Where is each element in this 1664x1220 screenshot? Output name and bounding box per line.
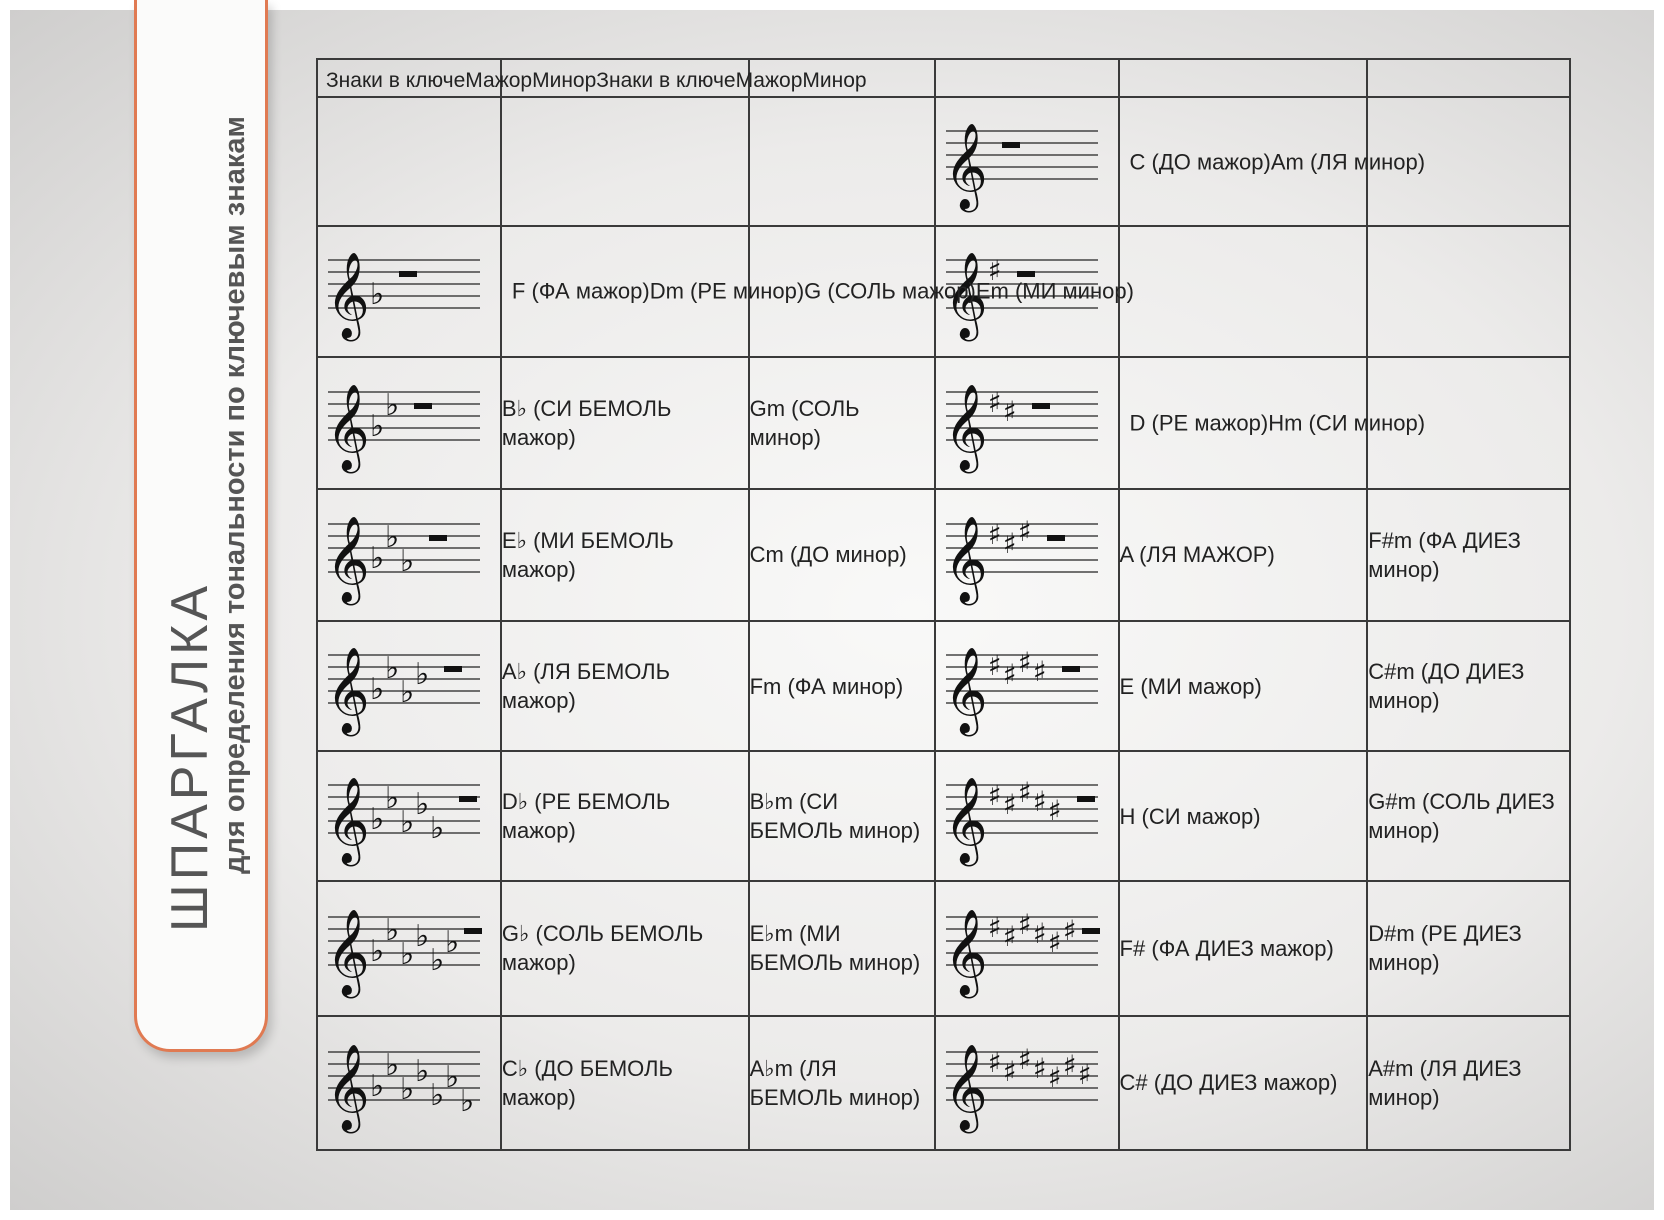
- flat-minor: B♭m (СИ БЕМОЛЬ минор): [749, 751, 935, 881]
- sharp-icon: ♯: [1002, 788, 1017, 822]
- table-row: [317, 489, 1570, 621]
- flat-minor: E♭m (МИ БЕМОЛЬ минор): [749, 881, 935, 1015]
- sharp-icon: ♯: [987, 779, 1002, 813]
- sharp-icon: ♯: [1017, 776, 1032, 810]
- flat-minor: A♭m (ЛЯ БЕМОЛЬ минор): [749, 1016, 935, 1150]
- sharp-keys-line: C (ДО мажор)Am (ЛЯ минор): [1129, 149, 1426, 175]
- staff-2-flats: [324, 370, 484, 476]
- flat-icon: ♭: [460, 1083, 475, 1119]
- sharp-icon: ♯: [1032, 917, 1047, 951]
- side-title-panel: [134, 0, 268, 1052]
- key-signature-table: [316, 58, 1571, 1151]
- rest-icon: [429, 535, 447, 541]
- sharp-staff-cell: [935, 97, 1119, 226]
- treble-clef-icon: 𝄞: [943, 515, 988, 602]
- flat-major: E♭ (МИ БЕМОЛЬ мажор): [501, 489, 749, 621]
- rest-icon: [399, 271, 417, 277]
- flat-icon: ♭: [415, 1053, 430, 1089]
- sharp-icon: ♯: [1017, 908, 1032, 942]
- table-row: [317, 751, 1570, 881]
- sharp-icon: ♯: [1047, 1060, 1062, 1094]
- sharp-major: E (МИ мажор): [1119, 621, 1368, 751]
- sharp-major: F# (ФА ДИЕЗ мажор): [1119, 881, 1368, 1015]
- flat-icon: ♭: [370, 277, 385, 313]
- rest-icon: [464, 928, 482, 934]
- treble-clef-icon: 𝄞: [326, 252, 370, 339]
- flat-icon: ♭: [370, 540, 385, 576]
- sharp-icon: ♯: [1047, 794, 1062, 828]
- staff-4-flats: [324, 633, 484, 739]
- table-row: [317, 357, 1570, 489]
- treble-clef-icon: 𝄞: [326, 647, 370, 734]
- flat-icon: ♭: [400, 937, 415, 973]
- header-text: Знаки в ключеМажорМинорЗнаки в ключеМажорМинор: [326, 69, 867, 92]
- table-row: [317, 226, 1570, 356]
- flat-minor: Fm (ФА минор): [749, 621, 935, 751]
- table-row: [317, 881, 1570, 1015]
- flat-major: D♭ (РЕ БЕМОЛЬ мажор): [501, 751, 749, 881]
- staff-6-flats: [324, 895, 484, 1001]
- treble-clef-icon: 𝄞: [943, 647, 988, 734]
- sharp-icon: ♯: [1002, 394, 1017, 428]
- flat-major: C♭ (ДО БЕМОЛЬ мажор): [501, 1016, 749, 1150]
- treble-clef-icon: 𝄞: [943, 909, 988, 996]
- staff-7-flats: [324, 1030, 484, 1136]
- table-row: [317, 621, 1570, 751]
- flat-staff-cell: [317, 226, 501, 356]
- flat-icon: ♭: [370, 408, 385, 444]
- side-title-text: [161, 116, 252, 932]
- sharp-minor: G#m (СОЛЬ ДИЕЗ минор): [1367, 751, 1570, 881]
- flat-icon: ♭: [385, 387, 400, 423]
- treble-clef-icon: 𝄞: [326, 1043, 370, 1130]
- rest-icon: [1032, 403, 1050, 409]
- flat-icon: ♭: [400, 543, 415, 579]
- flat-icon: ♭: [445, 925, 460, 961]
- staff-0-sharps: [942, 109, 1102, 215]
- treble-clef-icon: 𝄞: [326, 909, 370, 996]
- sharp-icon: ♯: [1002, 658, 1017, 692]
- sharp-minor: A#m (ЛЯ ДИЕЗ минор): [1367, 1016, 1570, 1150]
- sharp-minor: C#m (ДО ДИЕЗ минор): [1367, 621, 1570, 751]
- staff-3-flats: [324, 502, 484, 608]
- sharp-icon: ♯: [1077, 1057, 1092, 1091]
- flat-icon: ♭: [415, 657, 430, 693]
- staff-4-sharps: [942, 633, 1102, 739]
- header-cell: [317, 59, 867, 97]
- treble-clef-icon: 𝄞: [943, 383, 988, 470]
- sharp-icon: ♯: [1017, 514, 1032, 548]
- table-row: [317, 1016, 1570, 1150]
- flat-minor: Cm (ДО минор): [749, 489, 935, 621]
- treble-clef-icon: 𝄞: [943, 122, 988, 209]
- sharp-major: A (ЛЯ МАЖОР): [1119, 489, 1368, 621]
- sharp-icon: ♯: [1062, 914, 1077, 948]
- flat-icon: ♭: [370, 802, 385, 838]
- flat-icon: ♭: [430, 811, 445, 847]
- sharp-icon: ♯: [987, 911, 1002, 945]
- sharp-icon: ♯: [987, 254, 1002, 288]
- staff-3-sharps: [942, 502, 1102, 608]
- staff-5-flats: [324, 763, 484, 869]
- flat-icon: ♭: [400, 805, 415, 841]
- sharp-icon: ♯: [987, 1045, 1002, 1079]
- sharp-icon: ♯: [1032, 655, 1047, 689]
- sharp-icon: ♯: [987, 649, 1002, 683]
- sharp-icon: ♯: [1002, 1054, 1017, 1088]
- treble-clef-icon: 𝄞: [943, 1043, 988, 1130]
- sharp-icon: ♯: [987, 385, 1002, 419]
- treble-clef-icon: 𝄞: [326, 383, 370, 470]
- sharp-icon: ♯: [1002, 920, 1017, 954]
- flat-icon: ♭: [385, 519, 400, 555]
- sharp-icon: ♯: [1017, 646, 1032, 680]
- sharp-major: H (СИ мажор): [1119, 751, 1368, 881]
- flat-major: B♭ (СИ БЕМОЛЬ мажор): [501, 357, 749, 489]
- sharp-major: C# (ДО ДИЕЗ мажор): [1119, 1016, 1368, 1150]
- flat-icon: ♭: [415, 787, 430, 823]
- flat-major: A♭ (ЛЯ БЕМОЛЬ мажор): [501, 621, 749, 751]
- sharp-minor: D#m (РЕ ДИЕЗ минор): [1367, 881, 1570, 1015]
- rest-icon: [414, 403, 432, 409]
- rest-icon: [1077, 796, 1095, 802]
- staff-2-sharps: [942, 370, 1102, 476]
- flat-icon: ♭: [430, 1077, 445, 1113]
- rest-icon: [444, 666, 462, 672]
- flat-icon: ♭: [400, 1071, 415, 1107]
- table-row: [317, 97, 1570, 226]
- sharp-icon: ♯: [1032, 785, 1047, 819]
- treble-clef-icon: 𝄞: [326, 515, 370, 602]
- sharp-icon: ♯: [1017, 1042, 1032, 1076]
- flat-icon: ♭: [385, 651, 400, 687]
- rest-icon: [1047, 535, 1065, 541]
- sharp-icon: ♯: [987, 517, 1002, 551]
- sharp-keys-line: D (РЕ мажор)Hm (СИ минор): [1129, 410, 1426, 436]
- treble-clef-icon: 𝄞: [326, 777, 370, 864]
- flat-icon: ♭: [385, 1047, 400, 1083]
- rest-icon: [1082, 928, 1100, 934]
- sharp-icon: ♯: [1047, 926, 1062, 960]
- rest-icon: [1062, 666, 1080, 672]
- table-header-row: [317, 59, 1570, 97]
- flat-minor: Gm (СОЛЬ минор): [749, 357, 935, 489]
- staff-7-sharps: [942, 1030, 1102, 1136]
- flat-icon: ♭: [430, 943, 445, 979]
- staff-1-flats: [324, 238, 484, 344]
- flat-icon: ♭: [385, 913, 400, 949]
- rest-icon: [459, 796, 477, 802]
- flat-major: G♭ (СОЛЬ БЕМОЛЬ мажор): [501, 881, 749, 1015]
- flat-icon: ♭: [370, 934, 385, 970]
- sharp-icon: ♯: [1002, 526, 1017, 560]
- sharp-minor: F#m (ФА ДИЕЗ минор): [1367, 489, 1570, 621]
- rest-icon: [1002, 142, 1020, 148]
- staff-6-sharps: [942, 895, 1102, 1001]
- side-subtitle: для определения тональности по ключевым знакам: [219, 116, 251, 874]
- flat-icon: ♭: [400, 675, 415, 711]
- side-title: ШПАРГАЛКА: [161, 581, 219, 932]
- flat-icon: ♭: [415, 919, 430, 955]
- treble-clef-icon: 𝄞: [943, 777, 988, 864]
- sharp-icon: ♯: [1032, 1051, 1047, 1085]
- flat-icon: ♭: [370, 672, 385, 708]
- flat-icon: ♭: [445, 1059, 460, 1095]
- staff-5-sharps: [942, 763, 1102, 869]
- flat-icon: ♭: [370, 1068, 385, 1104]
- treble-clef-icon: 𝄞: [943, 252, 988, 339]
- keys-line: F (ФА мажор)Dm (РЕ минор)G (СОЛЬ мажор)Em (МИ минор): [511, 278, 1134, 304]
- flat-icon: ♭: [385, 781, 400, 817]
- sharp-icon: ♯: [1062, 1048, 1077, 1082]
